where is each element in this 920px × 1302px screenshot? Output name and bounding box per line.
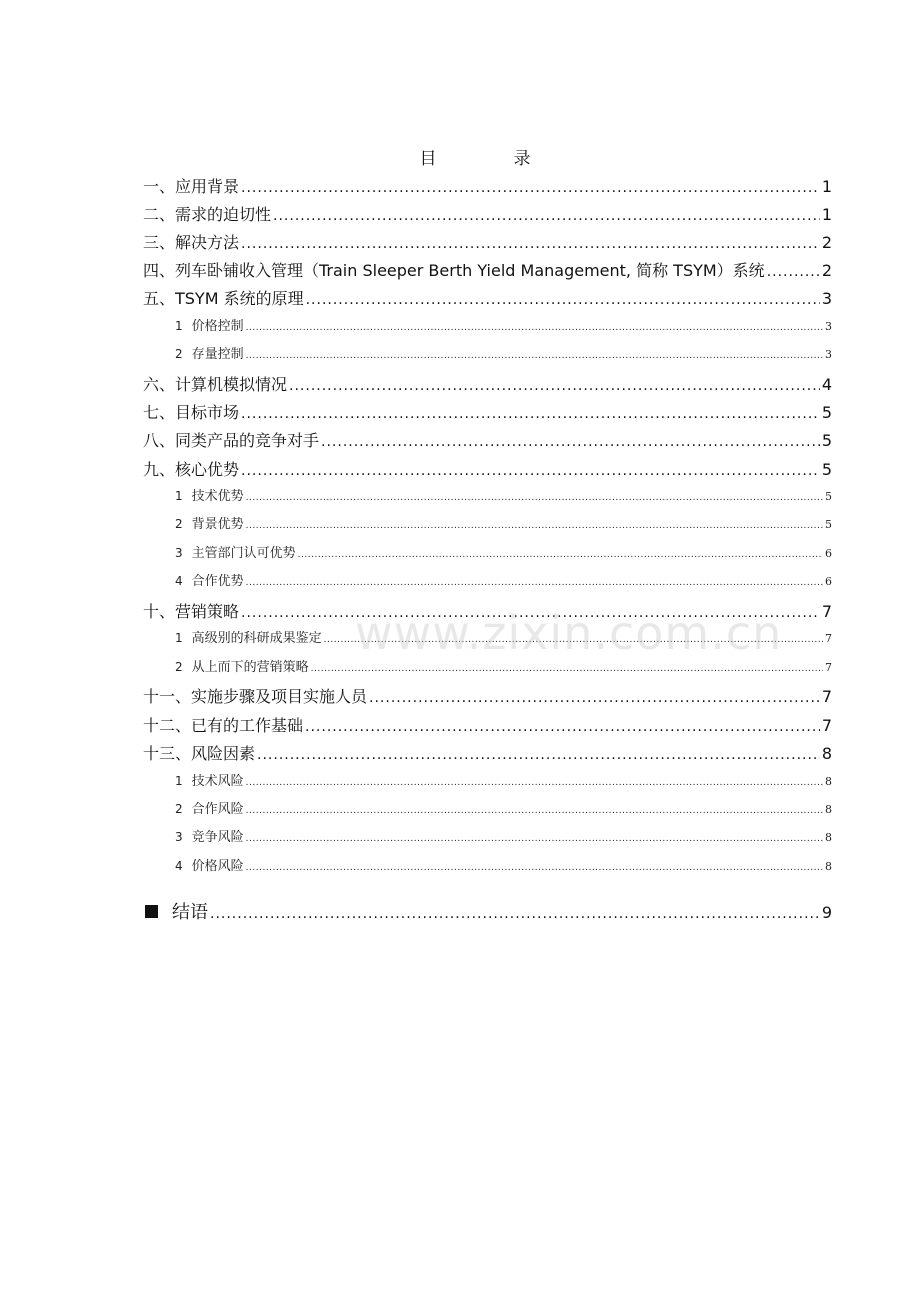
toc-entry-conclusion[interactable] [143,898,832,924]
toc-leader-dots [246,802,823,817]
toc-subentry-number: 3 [175,546,183,560]
toc-leader-dots [369,687,820,706]
toc-leader-dots [210,902,820,923]
toc-leader-dots [246,517,823,532]
toc-leader-dots [241,403,820,422]
toc-entry-label: 从上而下的营销策略 [191,660,309,675]
toc-entry-page: 5 [825,490,832,503]
toc-entry[interactable] [143,372,832,395]
toc-entry-page: 6 [825,575,832,588]
toc-entry-label: 高级别的科研成果鉴定 [191,631,322,646]
watermark: www.zixin.com.cn [355,606,783,660]
toc-entry-label: 合作风险 [191,802,244,817]
toc-entry[interactable] [143,684,832,707]
toc-leader-dots [241,233,820,252]
toc-subentry[interactable] [143,315,832,334]
toc-entry-page: 8 [825,860,832,873]
toc-subentry-number: 1 [175,774,183,788]
toc-subentry[interactable] [143,542,832,561]
toc-entry-page: 5 [821,460,832,479]
toc-entry[interactable] [143,202,832,225]
square-bullet-icon [145,905,158,918]
toc-entry-label: 价格控制 [191,319,244,334]
toc-entry-label: 一、应用背景 [143,177,240,196]
toc-entry-label: 技术优势 [191,489,244,504]
toc-entry[interactable] [143,230,832,253]
toc-entry-page: 8 [825,831,832,844]
toc-entry-page: 5 [821,431,832,450]
toc-leader-dots [246,574,823,589]
toc-subentry[interactable] [143,826,832,845]
toc-subentry[interactable] [143,513,832,532]
toc-subentry[interactable] [143,343,832,362]
toc-entry-page: 7 [821,687,832,706]
toc-leader-dots [305,716,820,735]
toc-subentry-number: 3 [175,830,183,844]
toc-leader-dots [246,319,823,334]
toc-subentry-number: 2 [175,802,183,816]
toc-title: 目 录 [419,149,561,169]
toc-entry-page: 7 [821,716,832,735]
toc-entry-page: 2 [821,233,832,252]
toc-leader-dots [241,460,820,479]
toc-entry[interactable] [143,457,832,480]
toc-subentry[interactable] [143,485,832,504]
toc-subentry-number: 2 [175,517,183,531]
toc-entry-page: 7 [821,602,832,621]
toc-entry[interactable] [143,286,832,309]
toc-entry-page: 5 [825,518,832,531]
toc-leader-dots [246,774,823,789]
toc-leader-dots [321,431,820,450]
toc-entry-page: 9 [821,903,832,922]
toc-entry-label: 六、计算机模拟情况 [143,375,288,394]
toc-entry-page: 3 [825,348,832,361]
toc-entry-label: 存量控制 [191,347,244,362]
toc-entry-page: 8 [825,775,832,788]
toc-entry-label: 十、营销策略 [143,602,240,621]
toc-entry-page: 3 [825,320,832,333]
toc-entry-label: 七、目标市场 [143,403,240,422]
toc-entry[interactable] [143,428,832,451]
toc-leader-dots [311,660,823,675]
toc-entry[interactable] [143,258,832,281]
toc-leader-dots [273,205,820,224]
toc-entry-page: 6 [825,547,832,560]
toc-leader-dots [289,375,820,394]
toc-entry-page: 3 [821,289,832,308]
toc-entry[interactable] [143,400,832,423]
toc-subentry-number: 2 [175,347,183,361]
toc-entry-page: 4 [821,375,832,394]
toc-entry-page: 8 [825,803,832,816]
toc-subentry[interactable] [143,855,832,874]
toc-entry-label: 竞争风险 [191,830,244,845]
toc-entry-label: 价格风险 [191,859,244,874]
toc-subentry[interactable] [143,798,832,817]
toc-entry-label: 合作优势 [191,574,244,589]
toc-entry-page: 5 [821,403,832,422]
toc-entry-page: 1 [821,205,832,224]
toc-entry-label: 十一、实施步骤及项目实施人员 [143,687,368,706]
toc-entry-page: 7 [825,661,832,674]
toc-entry-label: 十三、风险因素 [143,744,256,763]
toc-leader-dots [246,489,823,504]
toc-entry-label: 结语 [172,902,208,923]
toc-entry[interactable] [143,741,832,764]
toc-leader-dots [246,347,823,362]
toc-entry-label: 九、核心优势 [143,460,240,479]
toc-leader-dots [306,289,820,308]
toc-leader-dots [246,830,823,845]
toc-subentry-number: 1 [175,489,183,503]
toc-leader-dots [257,744,820,763]
toc-subentry[interactable] [143,770,832,789]
toc-entry-label: 八、同类产品的竞争对手 [143,431,320,450]
toc-entry-label: 十二、已有的工作基础 [143,716,304,735]
toc-subentry-number: 1 [175,631,183,645]
toc-entry-page: 2 [821,261,832,280]
toc-subentry-number: 2 [175,660,183,674]
toc-subentry[interactable] [143,570,832,589]
toc-leader-dots [767,261,820,280]
toc-subentry-number: 1 [175,319,183,333]
toc-entry-page: 7 [825,632,832,645]
toc-entry-page: 8 [821,744,832,763]
toc-entry[interactable] [143,174,832,197]
toc-subentry-number: 4 [175,574,183,588]
toc-entry-label: 技术风险 [191,774,244,789]
toc-entry[interactable] [143,713,832,736]
toc-leader-dots [246,859,823,874]
toc-leader-dots [298,546,823,561]
toc-entry-page: 1 [821,177,832,196]
toc-entry-label: 背景优势 [191,517,244,532]
toc-entry-label: 二、需求的迫切性 [143,205,272,224]
toc-leader-dots [241,177,820,196]
toc-entry-label: 三、解决方法 [143,233,240,252]
toc-entry-label: 五、TSYM 系统的原理 [143,289,304,308]
toc-entry-label: 主管部门认可优势 [191,546,296,561]
toc-subentry-number: 4 [175,859,183,873]
toc-entry-label: 四、列车卧铺收入管理（Train Sleeper Berth Yield Management, 简称 TSYM）系统 [143,261,765,280]
